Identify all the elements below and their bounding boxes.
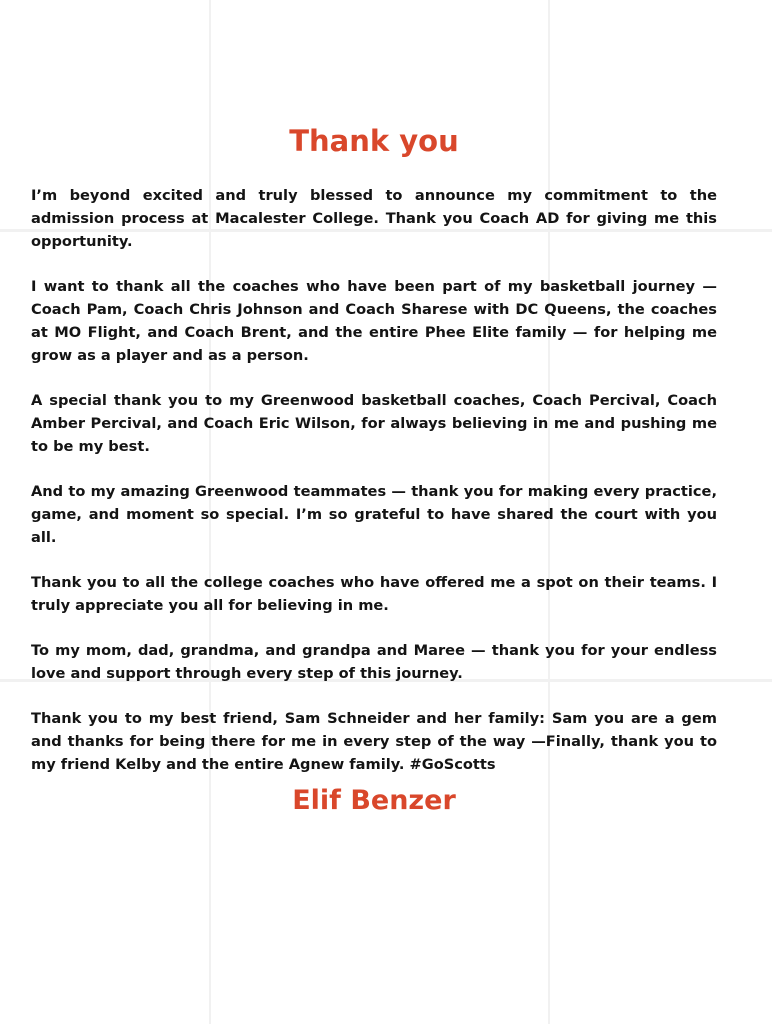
signature: Elif Benzer bbox=[292, 785, 456, 816]
paragraph-greenwood-coaches: A special thank you to my Greenwood basketball coaches, Coach Percival, Coach Amber Percival, and Coach Eric Wilson, for always believing in me and pushing me to be my best. bbox=[31, 392, 717, 455]
paragraph-friends: Thank you to my best friend, Sam Schneider and her family: Sam you are a gem and thanks for being there for me in every step of the way —Finally, thank you to my friend Kelby and the entire Agnew family. #GoScotts bbox=[31, 710, 717, 773]
paragraph-commitment: I’m beyond excited and truly blessed to announce my commitment to the admission process at Macalester College. Thank you Coach AD for giving me this opportunity. bbox=[31, 187, 717, 250]
letter-title: Thank you bbox=[289, 124, 459, 158]
paragraph-coaches: I want to thank all the coaches who have been part of my basketball journey — Coach Pam, Coach Chris Johnson and Coach Sharese with DC Queens, the coaches at MO Flight, and Coach Brent, and the entire Phee Elite family — for helping me grow as a player and as a person. bbox=[31, 278, 717, 364]
thank-you-letter bbox=[31, 122, 717, 820]
paragraph-teammates: And to my amazing Greenwood teammates — thank you for making every practice, game, and moment so special. I’m so grateful to have shared the court with you all. bbox=[31, 483, 717, 546]
paragraph-college-coaches: Thank you to all the college coaches who have offered me a spot on their teams. I truly appreciate you all for believing in me. bbox=[31, 574, 717, 614]
paragraph-family: To my mom, dad, grandma, and grandpa and Maree — thank you for your endless love and support through every step of this journey. bbox=[31, 642, 717, 682]
